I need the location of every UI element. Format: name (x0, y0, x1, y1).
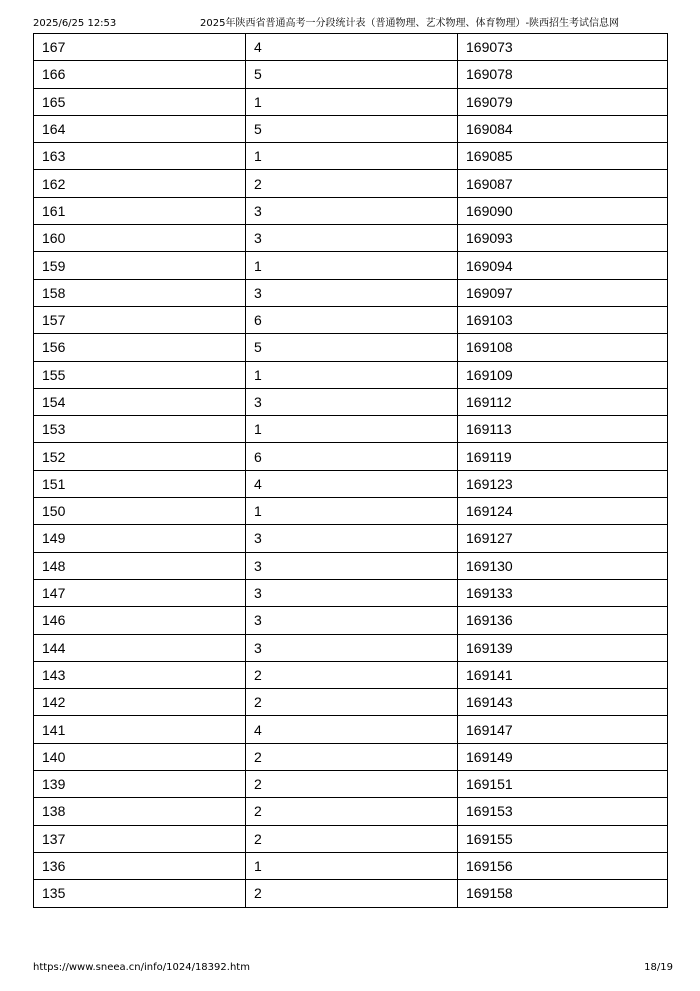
cumulative-cell: 169147 (458, 716, 668, 743)
score-cell: 150 (34, 498, 246, 525)
score-cell: 135 (34, 880, 246, 907)
score-cell: 154 (34, 388, 246, 415)
table-row (34, 388, 668, 415)
cumulative-cell: 169093 (458, 225, 668, 252)
count-cell: 1 (246, 416, 458, 443)
cumulative-cell: 169127 (458, 525, 668, 552)
score-cell: 161 (34, 197, 246, 224)
count-cell: 2 (246, 743, 458, 770)
table-row (34, 634, 668, 661)
count-cell: 3 (246, 279, 458, 306)
count-cell: 2 (246, 798, 458, 825)
cumulative-cell: 169084 (458, 115, 668, 142)
table-row (34, 525, 668, 552)
cumulative-cell: 169112 (458, 388, 668, 415)
count-cell: 4 (246, 34, 458, 61)
cumulative-cell: 169149 (458, 743, 668, 770)
score-cell: 167 (34, 34, 246, 61)
score-cell: 163 (34, 143, 246, 170)
score-cell: 136 (34, 852, 246, 879)
table-body (34, 34, 668, 908)
score-cell: 146 (34, 607, 246, 634)
count-cell: 3 (246, 388, 458, 415)
table-row (34, 716, 668, 743)
table-row (34, 470, 668, 497)
table-row (34, 34, 668, 61)
cumulative-cell: 169143 (458, 689, 668, 716)
count-cell: 2 (246, 880, 458, 907)
count-cell: 6 (246, 443, 458, 470)
score-cell: 142 (34, 689, 246, 716)
score-cell: 149 (34, 525, 246, 552)
count-cell: 5 (246, 334, 458, 361)
cumulative-cell: 169153 (458, 798, 668, 825)
table-row (34, 852, 668, 879)
footer-url: https://www.sneea.cn/info/1024/18392.htm (33, 962, 250, 973)
cumulative-cell: 169156 (458, 852, 668, 879)
score-cell: 155 (34, 361, 246, 388)
score-cell: 152 (34, 443, 246, 470)
table-row (34, 771, 668, 798)
score-cell: 144 (34, 634, 246, 661)
table-row (34, 607, 668, 634)
cumulative-cell: 169119 (458, 443, 668, 470)
score-distribution-table (33, 33, 668, 908)
cumulative-cell: 169109 (458, 361, 668, 388)
cumulative-cell: 169141 (458, 661, 668, 688)
cumulative-cell: 169078 (458, 61, 668, 88)
count-cell: 3 (246, 525, 458, 552)
cumulative-cell: 169103 (458, 306, 668, 333)
count-cell: 2 (246, 661, 458, 688)
score-cell: 162 (34, 170, 246, 197)
count-cell: 3 (246, 225, 458, 252)
cumulative-cell: 169108 (458, 334, 668, 361)
table-row (34, 225, 668, 252)
table-row (34, 552, 668, 579)
table-row (34, 306, 668, 333)
table-row (34, 170, 668, 197)
count-cell: 2 (246, 170, 458, 197)
table-row (34, 279, 668, 306)
score-cell: 160 (34, 225, 246, 252)
count-cell: 6 (246, 306, 458, 333)
score-cell: 139 (34, 771, 246, 798)
table-row (34, 498, 668, 525)
cumulative-cell: 169090 (458, 197, 668, 224)
cumulative-cell: 169130 (458, 552, 668, 579)
score-cell: 159 (34, 252, 246, 279)
cumulative-cell: 169073 (458, 34, 668, 61)
count-cell: 3 (246, 197, 458, 224)
table-row (34, 443, 668, 470)
score-cell: 156 (34, 334, 246, 361)
cumulative-cell: 169124 (458, 498, 668, 525)
score-cell: 138 (34, 798, 246, 825)
count-cell: 2 (246, 689, 458, 716)
cumulative-cell: 169136 (458, 607, 668, 634)
cumulative-cell: 169113 (458, 416, 668, 443)
count-cell: 5 (246, 115, 458, 142)
table-row (34, 334, 668, 361)
count-cell: 1 (246, 143, 458, 170)
cumulative-cell: 169079 (458, 88, 668, 115)
table-row (34, 252, 668, 279)
cumulative-cell: 169123 (458, 470, 668, 497)
cumulative-cell: 169094 (458, 252, 668, 279)
score-cell: 153 (34, 416, 246, 443)
count-cell: 3 (246, 634, 458, 661)
cumulative-cell: 169097 (458, 279, 668, 306)
count-cell: 1 (246, 498, 458, 525)
count-cell: 1 (246, 361, 458, 388)
table-row (34, 880, 668, 907)
table-row (34, 798, 668, 825)
score-cell: 151 (34, 470, 246, 497)
count-cell: 1 (246, 852, 458, 879)
count-cell: 3 (246, 579, 458, 606)
score-cell: 166 (34, 61, 246, 88)
table-row (34, 143, 668, 170)
table-row (34, 115, 668, 142)
cumulative-cell: 169155 (458, 825, 668, 852)
score-cell: 148 (34, 552, 246, 579)
cumulative-cell: 169158 (458, 880, 668, 907)
table-row (34, 88, 668, 115)
table-row (34, 361, 668, 388)
cumulative-cell: 169087 (458, 170, 668, 197)
score-cell: 157 (34, 306, 246, 333)
score-cell: 147 (34, 579, 246, 606)
cumulative-cell: 169133 (458, 579, 668, 606)
count-cell: 2 (246, 771, 458, 798)
page-title: 2025年陕西省普通高考一分段统计表（普通物理、艺术物理、体育物理）-陕西招生考试信息网 (200, 18, 620, 29)
table-row (34, 661, 668, 688)
score-cell: 141 (34, 716, 246, 743)
table-row (34, 416, 668, 443)
score-cell: 137 (34, 825, 246, 852)
table-row (34, 579, 668, 606)
print-datetime: 2025/6/25 12:53 (33, 18, 117, 29)
count-cell: 3 (246, 552, 458, 579)
cumulative-cell: 169151 (458, 771, 668, 798)
cumulative-cell: 169139 (458, 634, 668, 661)
count-cell: 2 (246, 825, 458, 852)
score-cell: 164 (34, 115, 246, 142)
count-cell: 4 (246, 470, 458, 497)
count-cell: 4 (246, 716, 458, 743)
count-cell: 1 (246, 88, 458, 115)
score-cell: 143 (34, 661, 246, 688)
table-row (34, 743, 668, 770)
score-cell: 158 (34, 279, 246, 306)
table-row (34, 689, 668, 716)
table-row (34, 61, 668, 88)
score-cell: 140 (34, 743, 246, 770)
page-number: 18/19 (644, 962, 673, 973)
score-cell: 165 (34, 88, 246, 115)
cumulative-cell: 169085 (458, 143, 668, 170)
table-row (34, 825, 668, 852)
table-row (34, 197, 668, 224)
count-cell: 1 (246, 252, 458, 279)
count-cell: 3 (246, 607, 458, 634)
count-cell: 5 (246, 61, 458, 88)
